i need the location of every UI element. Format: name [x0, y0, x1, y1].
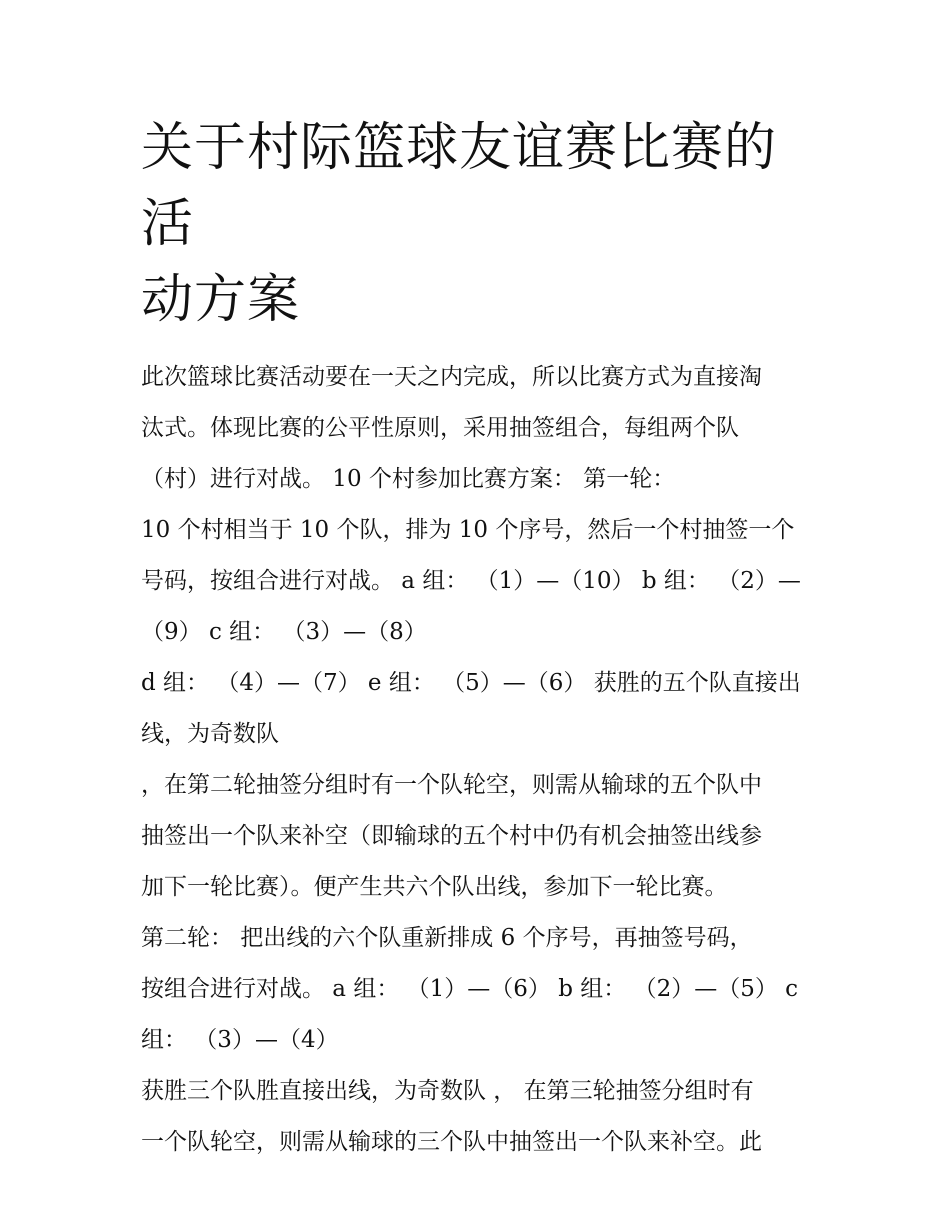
body-line: 抽签出一个队来补空（即输球的五个村中仍有机会抽签出线参	[141, 823, 762, 849]
body-line: 第二轮： 把出线的六个队重新排成 6 个序号，再抽签号码，	[141, 925, 753, 951]
body-line: 号码，按组合进行对战。 a 组： （1）—（10） b 组： （2）—	[141, 568, 801, 594]
document-title	[141, 110, 821, 338]
body-line: 组： （3）—（4）	[141, 1027, 339, 1053]
body-line: 获胜三个队胜直接出线，为奇数队 ， 在第三轮抽签分组时有	[141, 1078, 754, 1104]
body-line: d 组： （4）—（7） e 组： （5）—（6） 获胜的五个队直接出	[141, 670, 801, 696]
body-line: 按组合进行对战。 a 组： （1）—（6） b 组： （2）—（5） c	[141, 976, 799, 1002]
body-line: 线，为奇数队	[141, 721, 279, 747]
document-body	[141, 352, 821, 1168]
body-line: 加下一轮比赛）。便产生共六个队出线，参加下一轮比赛。	[141, 874, 728, 900]
body-line: 10 个村相当于 10 个队，排为 10 个序号，然后一个村抽签一个	[141, 517, 795, 543]
body-line: 汰式。体现比赛的公平性原则，采用抽签组合，每组两个队	[141, 415, 739, 441]
body-line: （村）进行对战。 10 个村参加比赛方案： 第一轮：	[141, 466, 676, 492]
body-line: ，在第二轮抽签分组时有一个队轮空，则需从输球的五个队中	[141, 772, 762, 798]
document-page	[141, 110, 821, 1168]
body-line: 一个队轮空，则需从输球的三个队中抽签出一个队来补空。此	[141, 1129, 762, 1155]
body-line: （9） c 组： （3）—（8）	[141, 619, 427, 645]
title-line-1: 关于村际篮球友谊赛比赛的活	[141, 118, 778, 254]
body-line: 此次篮球比赛活动要在一天之内完成，所以比赛方式为直接淘	[141, 364, 762, 390]
title-line-2: 动方案	[141, 270, 301, 330]
